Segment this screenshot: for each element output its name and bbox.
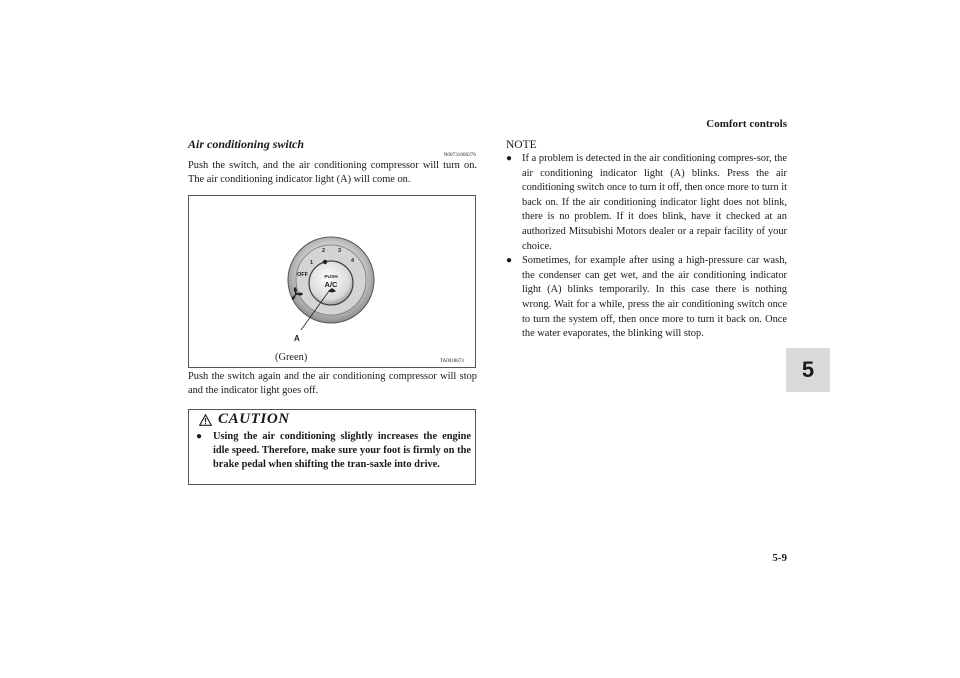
dial-label-3: 3 (338, 248, 342, 254)
note-text: If a problem is detected in the air conditioning compres-sor, the air conditioning indicator light (A) blinks. Press the air conditioning switch once to turn it off, then once more to turn it back on. If the air conditioning indicator light does not blink, there is no problem. If it does blink, have it checked at an authorized Mitsubishi Motors dealer or a repair facility of your choice. (522, 153, 788, 252)
intro-paragraph: Push the switch, and the air conditioning compressor will turn on. The air conditioning indicator light (A) will come on. (188, 160, 477, 186)
caution-header (199, 411, 290, 428)
button-push-label: PUSH (324, 275, 338, 280)
dial-label-2: 2 (322, 248, 326, 254)
note-text: Sometimes, for example after using a high-pressure car wash, the condenser can get wet, and the air conditioning indicator light (A) blinks temporarily. In this case there is nothing wrong. Wait for a while, press the air conditioning switch once to turn the system off, then once more to turn it back on. Once the water evaporates, the blinking will stop. (522, 255, 787, 340)
caution-item (196, 430, 471, 473)
ac-switch-figure (188, 195, 476, 368)
caution-text: Using the air conditioning slightly increases the engine idle speed. Therefore, make sure your foot is firmly on the brake pedal when shifting the tran-saxle into drive. (213, 431, 471, 471)
button-ac-label: A/C (324, 280, 338, 289)
caution-box (188, 409, 476, 485)
dial-label-1: 1 (310, 260, 314, 266)
figure-label-green: (Green) (275, 352, 308, 363)
figure-label-a: A (294, 334, 300, 343)
note-title: NOTE (506, 139, 537, 151)
section-title: Air conditioning switch (188, 137, 305, 151)
dial-label-4: 4 (351, 258, 355, 264)
note-list (506, 152, 787, 342)
off-paragraph: Push the switch again and the air conditioning compressor will stop and the indicator light goes off. (188, 371, 477, 397)
list-item (506, 152, 787, 254)
bullet-icon: ● (506, 153, 513, 164)
header-title: Comfort controls (706, 118, 787, 130)
ac-switch-illustration (189, 196, 475, 367)
dial-pointer-dot (323, 260, 327, 264)
bullet-icon: ● (196, 431, 203, 442)
list-item (506, 254, 787, 342)
chapter-tab: 5 (786, 348, 830, 392)
warning-triangle-icon (199, 414, 212, 426)
dial-label-off: OFF (297, 272, 308, 278)
figure-code: TA0018673 (440, 359, 464, 364)
section-ref-code: N00731000276 (443, 153, 476, 158)
page-number: 5-9 (772, 552, 787, 564)
caution-title: CAUTION (218, 411, 290, 427)
bullet-icon: ● (506, 255, 513, 267)
